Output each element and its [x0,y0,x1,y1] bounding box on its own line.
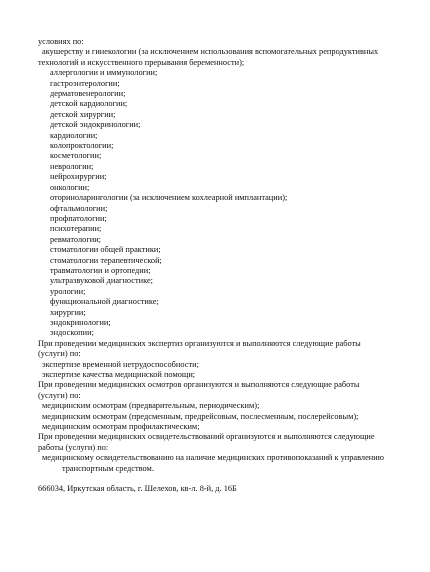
certification-item-line-2: транспортным средством. [62,463,154,473]
list-item: детской эндокринологии; [50,120,141,130]
list-item: экспертизе качества медицинской помощи; [42,370,196,379]
list-item: аллергологии и иммунологии; [50,68,158,78]
list-item: неврологии; [50,161,94,171]
certification-heading-line-2: работы (услуги) по: [38,442,109,452]
list-item: детской кардиологии; [50,99,128,109]
expertise-heading-line-2: (услуги) по: [38,349,81,359]
list-item: эндоскопии; [50,328,94,338]
list-item: онкологии; [50,182,90,192]
list-item: урологии; [50,286,86,296]
list-item: функциональной диагностике; [50,297,159,307]
list-item: кардиологии; [50,130,98,140]
list-item: оториноларингологии (за исключением кохлеарной имплантации); [50,193,288,203]
spacer [38,474,423,484]
expertise-heading-line-1: При проведении медицинских экспертиз организуются и выполняются следующие работы [38,338,361,348]
obstetrics-line-1: акушерству и гинекологии (за исключением использования вспомогательных репродуктивных [42,47,379,57]
list-item: стоматологии общей практики; [50,245,161,255]
obstetrics-line-2: технологий и искусственного прерывания беременности); [38,57,245,67]
certification-item-line-1: медицинскому освидетельствованию на наличие медицинских противопоказаний к управлению [42,453,384,463]
list-item: медицинским осмотрам (предварительным, периодическим); [42,401,260,411]
list-item: детской хирургии; [50,109,116,119]
list-item: офтальмологии; [50,203,108,213]
exams-heading-line-1: При проведении медицинских осмотров организуются и выполняются следующие работы [38,380,360,390]
address-text: 666034, Иркутская область, г. Шелехов, кв-л. 8-й, д. 16Б [38,484,237,494]
list-item: гастроэнтерологии; [50,78,120,88]
list-item: косметологии; [50,151,102,161]
list-item: хирургии; [50,307,86,317]
list-item: нейрохирургии; [50,172,107,182]
list-item: профпатологии; [50,213,107,223]
certification-heading-line-1: При проведении медицинских освидетельствований организуются и выполняются следующие [38,432,375,442]
list-item: психотерапии; [50,224,102,234]
list-item: дерматовенерологии; [50,89,126,99]
list-item: медицинским осмотрам профилактическим; [42,422,200,432]
list-item: медицинским осмотрам (предсменным, предрейсовым, послесменным, послерейсовым); [42,411,359,421]
document-body [38,37,423,495]
exams-heading-line-2: (услуги) по: [38,390,81,400]
intro-text: условиях по: [38,37,84,46]
specialty-list [38,68,423,339]
list-item: стоматологии терапевтической; [50,255,162,265]
list-item: эндокринологии; [50,317,111,327]
list-item: колопроктологии; [50,141,114,151]
list-item: ультразвуковой диагностике; [50,276,153,286]
list-item: ревматологии; [50,234,101,244]
list-item: травматологии и ортопедии; [50,265,151,275]
list-item: экспертизе временной нетрудоспособности; [42,359,199,369]
